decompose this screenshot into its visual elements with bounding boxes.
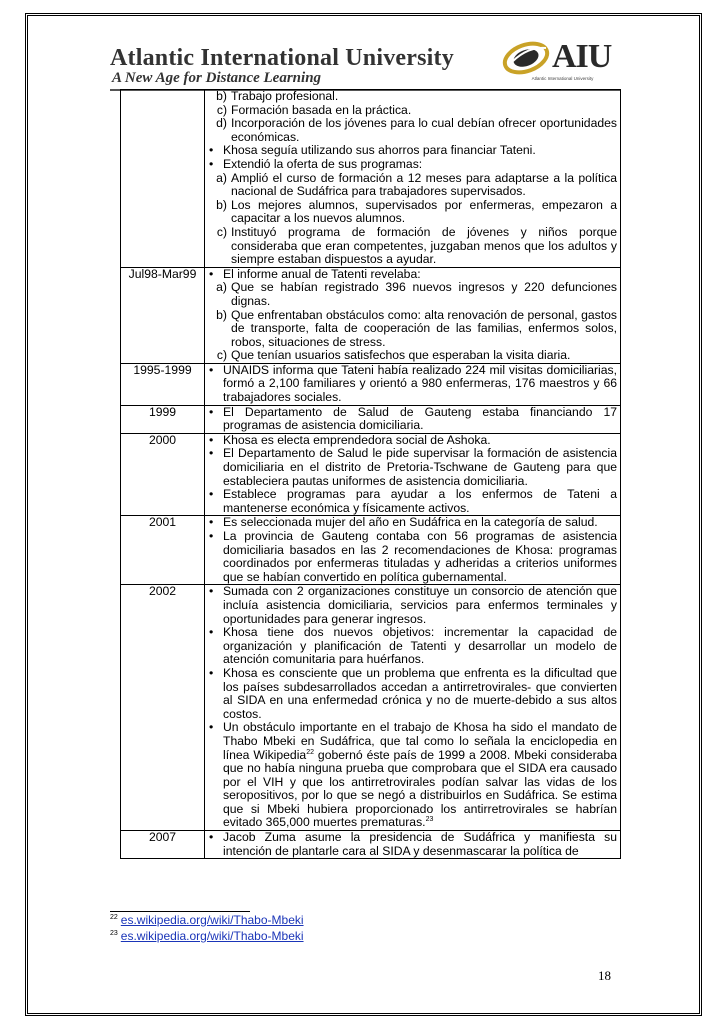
event-cell	[205, 405, 621, 433]
list-item	[209, 281, 617, 308]
letter-marker: c)	[216, 348, 227, 363]
table-row	[121, 405, 621, 433]
letter-marker: a)	[216, 280, 227, 295]
letter-marker: d)	[216, 116, 227, 131]
list-item	[209, 585, 617, 626]
bullet-marker: •	[209, 625, 214, 640]
letter-marker: b)	[216, 307, 227, 322]
bullet-marker: •	[209, 529, 214, 543]
list-item	[209, 667, 617, 721]
item-text-part: Que tenían usuarios satisfechos que esperaban la visita diaria.	[231, 348, 571, 363]
item-text-part: El informe anual de Tatenti revelaba:	[223, 266, 421, 281]
item-text-part: Trabajo profesional.	[231, 89, 339, 103]
footnote-ref: 23	[425, 816, 434, 824]
item-text-part: Los mejores alumnos, supervisados por enfermeras, empezaron a capacitar a los nuevos alumnos.	[231, 197, 617, 226]
list-item	[209, 406, 617, 433]
item-text-part: UNAIDS informa que Tateni había realizado 224 mil visitas domiciliarias, formó a 2,100 familiares y orientó a 980 enfermeras, 176 maestros y 66 trabajadores sociales.	[223, 362, 617, 405]
item-text	[231, 172, 617, 199]
list-item	[209, 144, 617, 158]
item-text-part: La provincia de Gauteng contaba con 56 programas de asistencia domiciliaria basados en las 2 recomendaciones de Khosa: programas coordinados por enfermeras tituladas y adheridas a criterios uniformes que se habían convertido en política gubernamental.	[223, 529, 617, 584]
list-item	[209, 516, 617, 530]
year-cell	[121, 90, 205, 268]
item-text	[223, 516, 617, 530]
list-item	[209, 434, 617, 448]
list-item	[209, 117, 617, 144]
table-row	[121, 363, 621, 405]
bullet-marker: •	[209, 720, 214, 735]
item-text-part: Extendió la oferta de sus programas:	[223, 156, 423, 171]
item-text	[223, 364, 617, 405]
event-cell	[205, 363, 621, 405]
item-text-part: gobernó éste país de 1999 a 2008. Mbeki consideraba que no había ninguna prueba que comprobara que el SIDA era causado por el VIH y que los antirretrovirales podían salvar las vidas de los seropositivos, por lo que se negó a distribuirlos en Sudáfrica. Se estima que si Mbeki hubiera proporcionado los antirretrovirales se habrían evitado 365,000 muertes prematuras.	[223, 747, 617, 830]
footnote-ref: 22	[306, 748, 314, 756]
item-text-part: Instituyó programa de formación de jóvenes y niños porque consideraba que eran competentes, juzgaban menos que los adultos y siempre estaban dispuestos a ayudar.	[231, 224, 617, 267]
item-text	[231, 309, 617, 350]
table-row	[121, 433, 621, 516]
letter-marker: c)	[216, 224, 227, 239]
bullet-marker: •	[209, 432, 214, 447]
item-text-part: Formación basada en la práctica.	[231, 102, 412, 117]
bullet-marker: •	[209, 584, 214, 599]
item-text-part: Establece programas para ayudar a los enfermos de Tateni a mantenerse económica y físicamente activos.	[223, 487, 617, 515]
table-row	[121, 516, 621, 585]
footnote-link[interactable]: es.wikipedia.org/wiki/Thabo-Mbeki	[120, 929, 304, 943]
item-text-part: Es seleccionada mujer del año en Sudáfrica en la categoría de salud.	[223, 515, 598, 530]
bullet-marker: •	[209, 487, 214, 502]
university-title: Atlantic International University	[110, 45, 454, 71]
item-text-part: El Departamento de Salud le pide supervisar la formación de asistencia domiciliaria en el distrito de Pretoria-Tschwane de Gauteng para que estableciera pautas uniformes de asistencia domiciliaria.	[223, 446, 617, 488]
item-text	[231, 199, 617, 226]
globe-swoosh-icon	[500, 38, 552, 78]
item-text-part: Sumada con 2 organizaciones constituye un consorcio de atención que incluía asistencia domiciliaria, servicios para enfermos terminales y oportunidades para generar ingresos.	[223, 584, 617, 626]
list-item	[209, 626, 617, 667]
bullet-marker: •	[209, 266, 214, 281]
item-text	[223, 406, 617, 433]
item-text-part: Jacob Zuma asume la presidencia de Sudáfrica y manifiesta su intención de plantarle cara al SIDA y desenmascarar la política de	[223, 830, 617, 858]
item-text-part: Incorporación de los jóvenes para lo cual debían ofrecer oportunidades económicas.	[231, 116, 617, 144]
event-cell	[205, 585, 621, 831]
list-item	[209, 831, 617, 858]
university-tagline: A New Age for Distance Learning	[112, 70, 322, 86]
bullet-marker: •	[209, 446, 214, 461]
item-text	[223, 434, 617, 448]
list-item	[209, 172, 617, 199]
footnote-rule	[110, 911, 250, 912]
item-text	[223, 447, 617, 488]
item-text	[223, 158, 617, 172]
list-item	[209, 530, 617, 584]
item-text-part: Que enfrentaban obstáculos como: alta renovación de personal, gastos de transporte, falta de cooperación de las familias, enfermos solos, robos, situaciones de stress.	[231, 307, 617, 349]
item-text	[223, 144, 617, 158]
year-cell: 2007	[121, 831, 205, 859]
item-text	[231, 226, 617, 267]
footnote-number: 22	[110, 914, 118, 921]
event-cell	[205, 90, 621, 268]
item-text	[223, 585, 617, 626]
table-row	[121, 267, 621, 363]
page-number: 18	[598, 968, 611, 983]
item-text	[231, 281, 617, 308]
item-text	[223, 268, 617, 282]
table-row	[121, 831, 621, 859]
letter-marker: b)	[216, 89, 227, 103]
chronology-table	[120, 89, 621, 859]
year-cell: 1995-1999	[121, 363, 205, 405]
item-text	[223, 626, 617, 667]
list-item	[209, 158, 617, 172]
table-row	[121, 585, 621, 831]
item-text-part: Que se habían registrado 396 nuevos ingresos y 220 defunciones dignas.	[231, 280, 617, 308]
list-item	[209, 488, 617, 515]
item-text	[223, 530, 617, 584]
list-item	[209, 199, 617, 226]
item-text	[231, 349, 617, 363]
year-cell: 2000	[121, 433, 205, 516]
bullet-marker: •	[209, 515, 214, 530]
year-cell: 1999	[121, 405, 205, 433]
footnote-23	[110, 929, 304, 943]
letter-marker: c)	[216, 102, 227, 117]
event-cell	[205, 433, 621, 516]
item-text	[231, 90, 617, 104]
year-cell: 2001	[121, 516, 205, 585]
item-text-part: Khosa es electa emprendedora social de Ashoka.	[223, 432, 491, 447]
bullet-marker: •	[209, 830, 214, 845]
bullet-marker: •	[209, 143, 214, 158]
logo-subtext: Atlantic International University	[531, 76, 594, 81]
list-item	[209, 721, 617, 830]
event-cell	[205, 516, 621, 585]
year-cell: 2002	[121, 585, 205, 831]
logo-wordmark: AIU	[552, 38, 612, 75]
item-text-part: Khosa tiene dos nuevos objetivos: incrementar la capacidad de organización y planificación de Tatenti y desarrollar un modelo de atención comunitaria para huérfanos.	[223, 625, 617, 667]
item-text-part: Khosa es consciente que un problema que enfrenta es la dificultad que los países subdesarrollados accedan a antirretrovirales- que convierten al SIDA en una enfermedad crónica y no de muerte-debido a sus altos costos.	[223, 665, 617, 721]
bullet-marker: •	[209, 665, 214, 680]
item-text	[223, 721, 617, 830]
item-text	[223, 488, 617, 515]
list-item	[209, 90, 617, 104]
list-item	[209, 349, 617, 363]
footnote-link[interactable]: es.wikipedia.org/wiki/Thabo-Mbeki	[120, 913, 304, 927]
list-item	[209, 268, 617, 282]
bullet-marker: •	[209, 156, 214, 171]
list-item	[209, 104, 617, 118]
bullet-marker: •	[209, 404, 214, 419]
item-text-part: Amplió el curso de formación a 12 meses para adaptarse a la política nacional de Sudáfrica para trabajadores supervisados.	[231, 170, 617, 199]
item-text	[223, 667, 617, 721]
letter-marker: b)	[216, 197, 227, 212]
event-cell	[205, 267, 621, 363]
item-text-part: Un obstáculo importante en el trabajo de Khosa ha sido el mandato de Thabo Mbeki en Sudáfrica, que tal como lo señala la enciclopedia en línea Wikipedia	[223, 720, 617, 762]
list-item	[209, 447, 617, 488]
table-row	[121, 90, 621, 268]
year-cell: Jul98-Mar99	[121, 267, 205, 363]
list-item	[209, 226, 617, 267]
item-text-part: El Departamento de Salud de Gauteng estaba financiando 17 programas de asistencia domiciliaria.	[223, 404, 617, 433]
bullet-marker: •	[209, 362, 214, 377]
item-text	[231, 104, 617, 118]
item-text-part: Khosa seguía utilizando sus ahorros para financiar Tateni.	[223, 143, 536, 158]
event-cell	[205, 831, 621, 859]
item-text	[231, 117, 617, 144]
list-item	[209, 309, 617, 350]
aiu-logo	[500, 38, 625, 86]
item-text	[223, 831, 617, 858]
footnote-22	[110, 913, 304, 927]
footnote-number: 23	[110, 930, 118, 937]
letter-marker: a)	[216, 170, 227, 185]
list-item	[209, 364, 617, 405]
